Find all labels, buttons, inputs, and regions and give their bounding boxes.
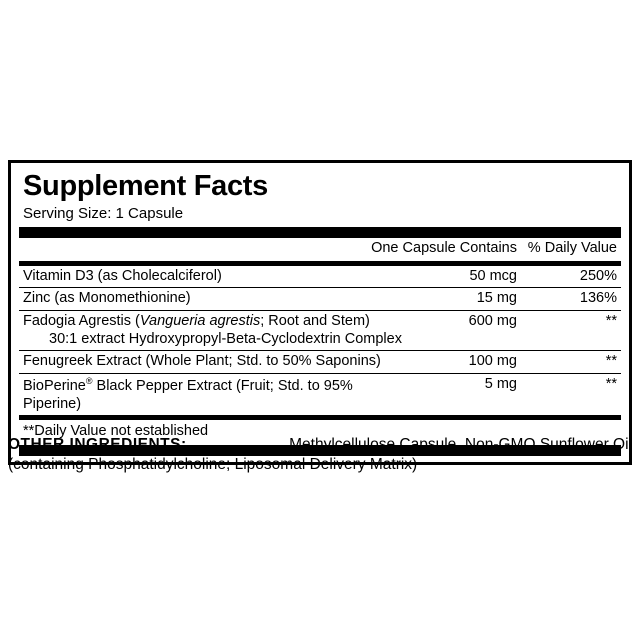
other-ingredients-label: OTHER INGREDIENTS: (8, 436, 187, 453)
nutrient-dv: 136% (517, 288, 621, 311)
table-row (19, 374, 621, 416)
nutrient-dv: ** (517, 351, 621, 374)
table-row (19, 288, 621, 311)
table-row (19, 266, 621, 288)
nutrient-name: Vitamin D3 (as Cholecalciferol) (23, 267, 222, 284)
header-blank (19, 238, 371, 261)
nutrient-subtext: 30:1 extract Hydroxypropyl-Beta-Cyclodextrin Complex (49, 330, 402, 347)
nutrient-dv: ** (517, 310, 621, 350)
nutrient-amount: 15 mg (407, 288, 517, 311)
supplement-facts-panel (8, 160, 632, 465)
nutrient-name: BioPerine® Black Pepper Extract (Fruit; Std. to 95% Piperine) (19, 374, 407, 416)
nutrient-amount: 600 mg (407, 310, 517, 350)
other-ingredients (8, 435, 632, 475)
table-row (19, 310, 621, 350)
other-ingredients-line-1 (8, 435, 632, 454)
facts-rows (19, 266, 621, 416)
nutrient-name: Zinc (as Monomethionine) (19, 288, 407, 311)
nutrient-amount: 50 mcg (469, 267, 517, 284)
serving-size: Serving Size: 1 Capsule (23, 204, 184, 222)
table-row (19, 351, 621, 374)
other-ingredients-line-2: (containing Phosphatidylcholine; Liposomal Delivery Matrix) (8, 456, 418, 474)
nutrient-dv: 250% (579, 267, 617, 284)
page-title: Supplement Facts (23, 170, 268, 202)
header-amount: One Capsule Contains (371, 239, 517, 256)
nutrient-dv: ** (517, 374, 621, 416)
other-ingredients-text: Methylcellulose Capsule, Non-GMO Sunflower Oil (289, 436, 632, 453)
table-header-row (19, 238, 621, 261)
nutrient-name-text: Fadogia Agrestis (Vangueria agrestis; Root and Stem) (23, 312, 370, 329)
nutrient-name: Fenugreek Extract (Whole Plant; Std. to 50% Saponins) (19, 351, 407, 374)
daily-value-footnote: **Daily Value not established (23, 423, 209, 440)
divider-thick-top (19, 227, 621, 238)
nutrient-amount: 5 mg (407, 374, 517, 416)
nutrient-amount: 100 mg (407, 351, 517, 374)
facts-table (19, 238, 621, 261)
nutrient-name (19, 310, 407, 350)
header-daily-value: % Daily Value (527, 239, 617, 256)
